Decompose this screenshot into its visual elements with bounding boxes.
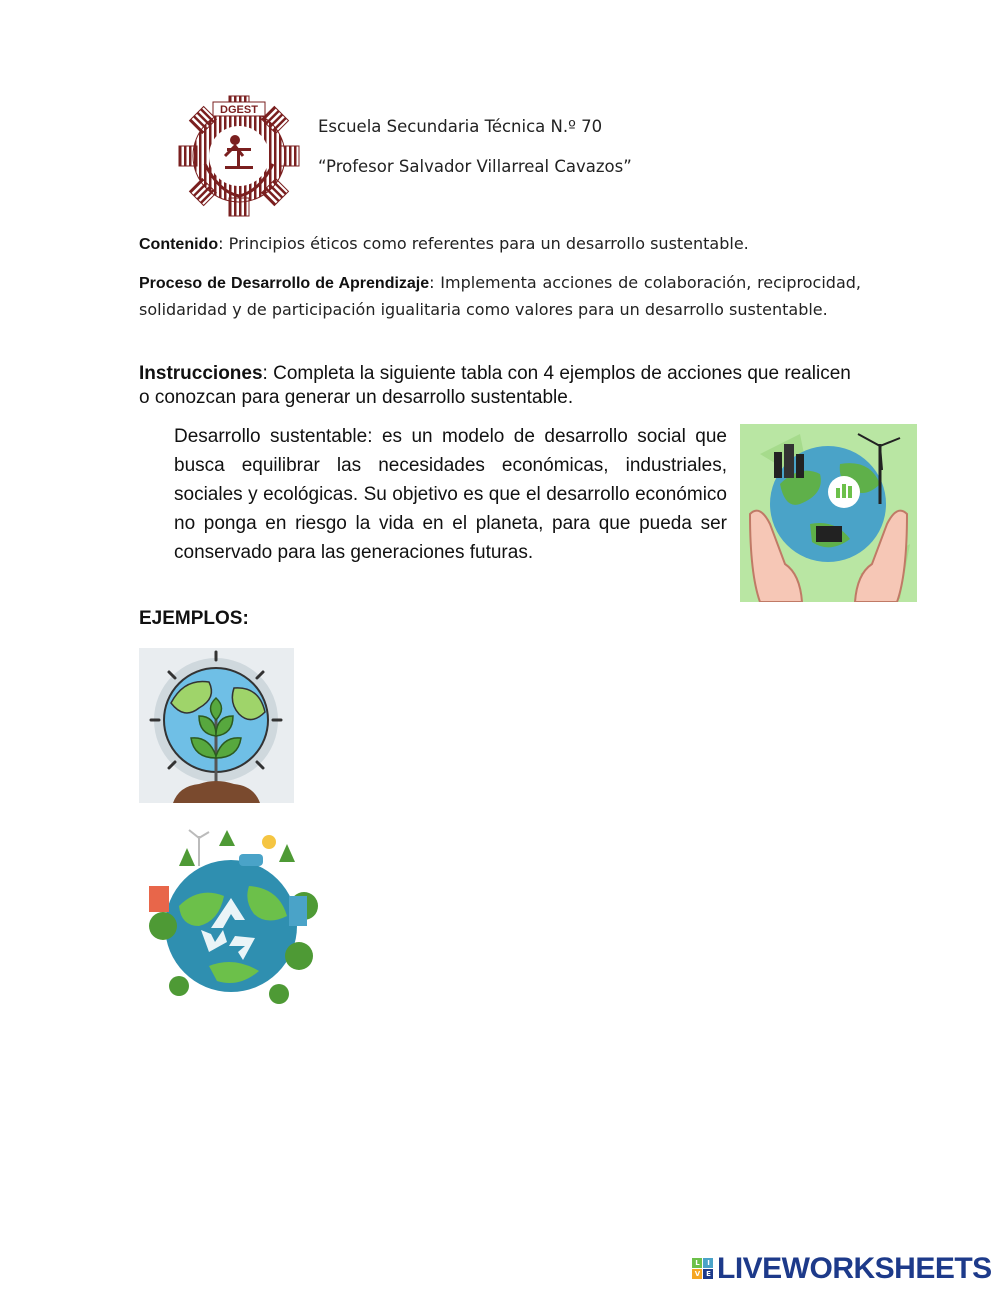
logo-text: DGEST [220,104,258,116]
school-name: Escuela Secundaria Técnica N.º 70 [318,117,603,136]
proceso-text: : Implementa acciones de colaboración, reciprocidad, solidaridad y de participación igualitaria como valores para un desarrollo sustentable. [139,273,861,319]
badge-letter: L [695,1259,700,1267]
instrucciones-paragraph [139,362,864,410]
instrucciones-text: : Completa la siguiente tabla con 4 ejemplos de acciones que realicen o conozcan para generar un desarrollo sustentable. [139,363,851,408]
school-logo [178,94,300,218]
instrucciones-label: Instrucciones [139,363,263,384]
school-motto: “Profesor Salvador Villarreal Cavazos” [318,157,632,176]
contenido-text: : Principios éticos como referentes para un desarrollo sustentable. [218,234,749,253]
contenido-label: Contenido [139,236,219,253]
plant-earth-illustration [139,648,294,803]
badge-letter: I [707,1259,710,1267]
hands-earth-illustration [740,424,917,602]
contenido-paragraph [139,231,861,258]
proceso-paragraph [139,270,861,323]
proceso-label: Proceso de Desarrollo de Aprendizaje [139,275,430,292]
definition-paragraph: Desarrollo sustentable: es un modelo de desarrollo social que busca equilibrar las necesidades económicas, industriales, sociales y ecológicas. Su objetivo es que el desarrollo económico no ponga en riesgo la vida en el planeta, para que pueda ser conservado para las generaciones futuras. [174,426,727,563]
liveworksheets-brand[interactable]: LIVEWORKSHEETS [717,1252,992,1285]
liveworksheets-badge-letters [692,1258,714,1280]
examples-title: EJEMPLOS: [139,608,249,629]
recycle-earth-illustration [139,826,324,1011]
badge-letter: E [706,1270,711,1278]
badge-letter: V [694,1270,701,1278]
